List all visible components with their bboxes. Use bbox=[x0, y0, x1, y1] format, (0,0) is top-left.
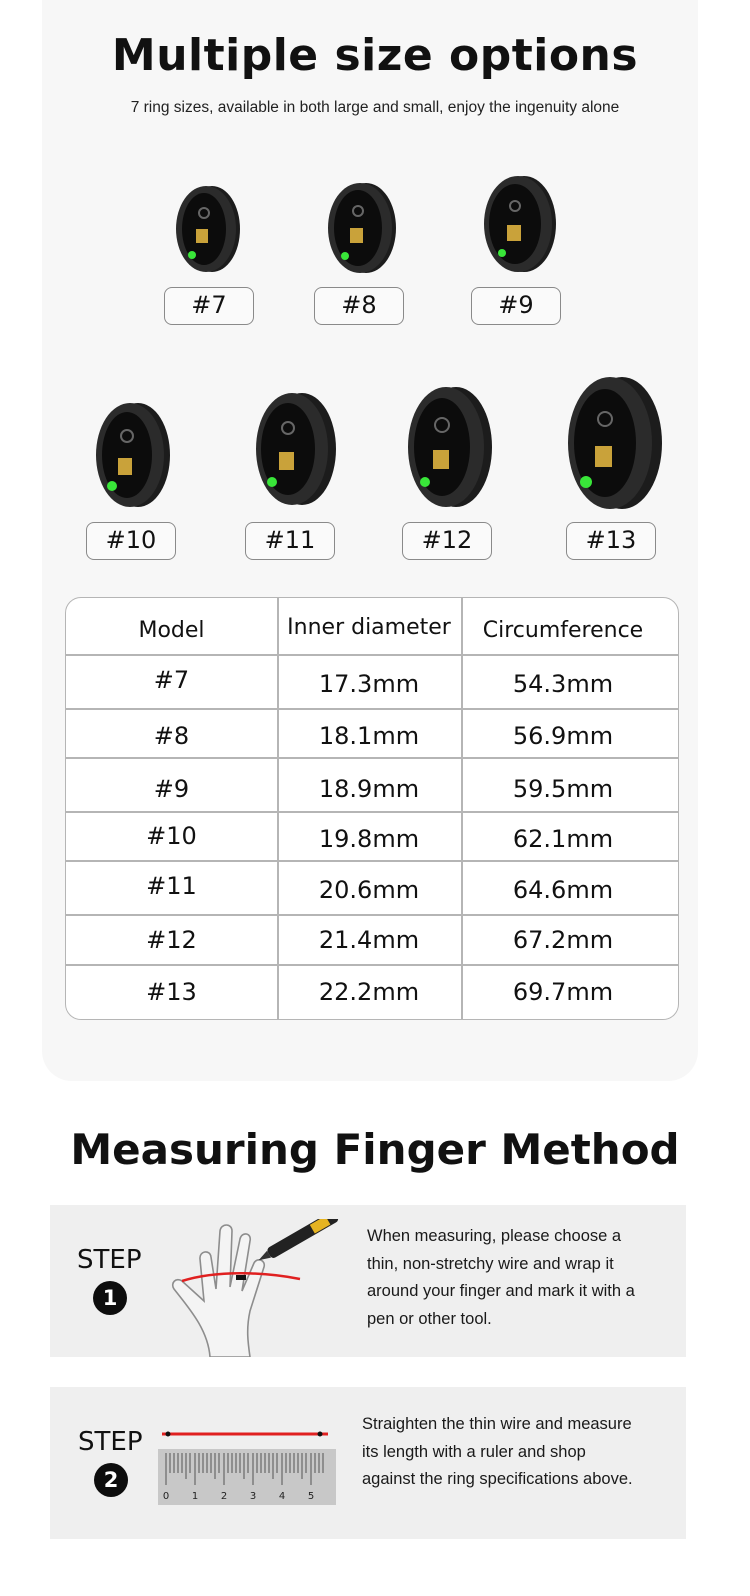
ruler-mark-1: 1 bbox=[191, 1491, 199, 1502]
table-divider bbox=[461, 598, 463, 1019]
ring-image-8 bbox=[322, 180, 398, 276]
ruler-with-wire-icon bbox=[158, 1427, 338, 1507]
step-2-number: 2 bbox=[94, 1463, 128, 1497]
ring-size-label-11: #11 bbox=[245, 522, 335, 560]
ring-image-11 bbox=[250, 390, 338, 508]
ruler-mark-3: 3 bbox=[249, 1491, 257, 1502]
table-header-inner-diameter: Inner diameter bbox=[287, 615, 451, 640]
hand-with-wire-and-pen-icon bbox=[170, 1219, 350, 1357]
step-2-text: Straighten the thin wire and measure its length with a ruler and shop against the ring specifications above. bbox=[362, 1415, 633, 1488]
table-cell-circumference: 54.3mm bbox=[512, 670, 614, 698]
ruler-mark-4: 4 bbox=[278, 1491, 286, 1502]
table-cell-circumference: 67.2mm bbox=[512, 926, 614, 954]
table-cell-model: #10 bbox=[146, 822, 197, 850]
table-cell-model: #13 bbox=[146, 978, 197, 1006]
table-divider bbox=[66, 811, 678, 813]
table-header-model: Model bbox=[138, 618, 205, 643]
ring-image-12 bbox=[402, 384, 494, 510]
ring-image-10 bbox=[90, 400, 172, 510]
table-cell-circumference: 59.5mm bbox=[512, 775, 614, 803]
size-options-subtitle: 7 ring sizes, available in both large and small, enjoy the ingenuity alone bbox=[130, 99, 620, 116]
step-1-number: 1 bbox=[93, 1281, 127, 1315]
ruler-mark-5: 5 bbox=[307, 1491, 315, 1502]
size-options-title: Multiple size options bbox=[111, 30, 639, 81]
table-divider bbox=[66, 964, 678, 966]
ring-size-label-9: #9 bbox=[471, 287, 561, 325]
step-1-card bbox=[50, 1205, 686, 1357]
table-cell-inner-diameter: 18.9mm bbox=[318, 775, 420, 803]
table-cell-inner-diameter: 20.6mm bbox=[318, 876, 420, 904]
table-cell-inner-diameter: 19.8mm bbox=[318, 825, 420, 853]
table-divider bbox=[66, 654, 678, 656]
ring-image-7 bbox=[170, 183, 242, 275]
table-divider bbox=[66, 757, 678, 759]
ring-size-label-12: #12 bbox=[402, 522, 492, 560]
table-cell-circumference: 69.7mm bbox=[512, 978, 614, 1006]
table-cell-inner-diameter: 22.2mm bbox=[318, 978, 420, 1006]
ruler-mark-0: 0 bbox=[162, 1491, 170, 1502]
table-divider bbox=[277, 598, 279, 1019]
table-cell-model: #12 bbox=[146, 926, 197, 954]
ring-image-13 bbox=[560, 374, 664, 512]
table-cell-circumference: 64.6mm bbox=[512, 876, 614, 904]
step-1-text: When measuring, please choose a thin, non-stretchy wire and wrap it around your finger and mark it with a pen or other tool. bbox=[367, 1227, 635, 1328]
table-divider bbox=[66, 708, 678, 710]
table-cell-circumference: 56.9mm bbox=[512, 722, 614, 750]
table-cell-inner-diameter: 21.4mm bbox=[318, 926, 420, 954]
ring-size-table bbox=[65, 597, 679, 1020]
table-cell-model: #9 bbox=[153, 775, 190, 803]
ruler-mark-2: 2 bbox=[220, 1491, 228, 1502]
step-1-label: STEP bbox=[77, 1245, 142, 1275]
table-cell-model: #8 bbox=[153, 722, 190, 750]
ring-size-label-10: #10 bbox=[86, 522, 176, 560]
ring-size-label-7: #7 bbox=[164, 287, 254, 325]
table-cell-circumference: 62.1mm bbox=[512, 825, 614, 853]
measuring-method-title: Measuring Finger Method bbox=[70, 1125, 680, 1174]
table-divider bbox=[66, 914, 678, 916]
ring-size-label-8: #8 bbox=[314, 287, 404, 325]
table-divider bbox=[66, 860, 678, 862]
step-2-card bbox=[50, 1387, 686, 1539]
table-cell-inner-diameter: 17.3mm bbox=[318, 670, 420, 698]
ring-image-9 bbox=[478, 173, 558, 275]
table-cell-model: #11 bbox=[146, 872, 197, 900]
table-cell-model: #7 bbox=[153, 666, 190, 694]
table-cell-inner-diameter: 18.1mm bbox=[318, 722, 420, 750]
ring-size-label-13: #13 bbox=[566, 522, 656, 560]
table-header-circumference: Circumference bbox=[482, 618, 644, 643]
step-2-label: STEP bbox=[78, 1427, 143, 1457]
